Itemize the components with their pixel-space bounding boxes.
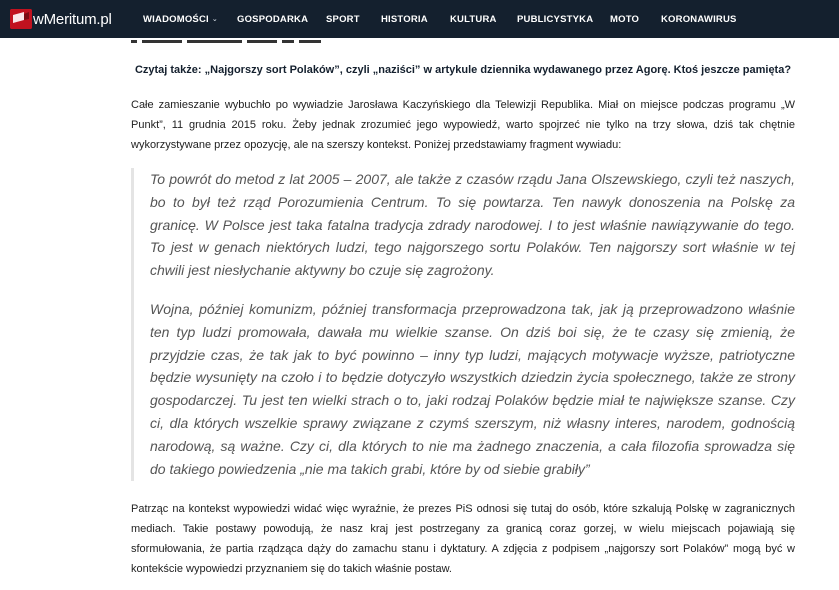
article-paragraph-intro: Całe zamieszanie wybuchło po wywiadzie Jarosława Kaczyńskiego dla Telewizji Republika. Miał on miejsce podczas programu „W Punkt”, 11 grudnia 2015 roku. Żeby jednak zrozumieć jego wypowiedź, warto spojrzeć nie tylko na trzy słowa, dziś tak chętnie wykorzystywane przez opozycję, ale na szerszy kontekst. Poniżej przedstawiamy fragment wywiadu:: [131, 99, 795, 151]
nav-item-label: SPORT: [326, 13, 360, 25]
chevron-down-icon: ⌄: [211, 16, 218, 23]
nav-item-label: KORONAWIRUS: [661, 13, 737, 25]
nav-item-label: GOSPODARKA: [237, 13, 309, 25]
nav-item-gospodarka[interactable]: [237, 14, 326, 25]
nav-item-label: PUBLICYSTYKA: [517, 13, 594, 25]
site-logo[interactable]: [10, 6, 112, 32]
nav-item-label: WIADOMOŚCI: [143, 13, 209, 25]
quote-paragraph-1: To powrót do metod z lat 2005 – 2007, ale także z czasów rządu Jana Olszewskiego, czyli też naszych, bo to był też rząd Porozumienia Centrum. To się powtarza. Ten nawyk donoszenia na Polskę za granicę. W Polsce jest taka fatalna tradycja zdrady narodowej. I to jest właśnie nawiązywanie do tego. To jest w genach niektórych ludzi, tego najgorszego sortu Polaków. Ten najgorszy sort właśnie w tej chwili jest niesłychanie aktywny bo czuje się zagrożony.: [150, 171, 795, 279]
logo-text: wMeritum.pl: [33, 10, 112, 28]
nav-item-label: KULTURA: [450, 13, 497, 25]
interview-blockquote: [131, 168, 795, 481]
nav-item-label: HISTORIA: [381, 13, 428, 25]
nav-item-publicystyka[interactable]: [517, 14, 610, 25]
nav-item-label: MOTO: [610, 13, 640, 25]
nav-item-sport[interactable]: [326, 14, 381, 25]
nav-item-wiadomosci[interactable]: [143, 14, 237, 25]
nav-item-koronawirus[interactable]: [661, 14, 741, 25]
nav-item-moto[interactable]: [610, 14, 661, 25]
clipped-previous-line: [131, 31, 431, 43]
logo-icon: [10, 9, 32, 29]
article-paragraph-conclusion: Patrząc na kontekst wypowiedzi widać więc wyraźnie, że prezes PiS odnosi się tutaj do osób, które szkalują Polskę w zagranicznych mediach. Takie postawy powodują, że nasz kraj jest postrzegany za granicą coraz gorzej, w wielu miejscach pojawiają się sformułowania, że partia rządząca dąży do zamachu stanu i dyktatury. A zdjęcia z podpisem „najgorszy sort Polaków” mogą być w kontekście wypowiedzi przyznaniem się do takich właśnie postaw.: [131, 503, 795, 575]
nav-item-kultura[interactable]: [450, 14, 517, 25]
quote-paragraph-2: Wojna, później komunizm, później transformacja przeprowadzona tak, jak ją przeprowadzono właśnie ten typ ludzi promowała, dawała mu wielkie szanse. On dziś boi się, że te czasy się zmienią, że przyjdzie czas, że tak jak to być powinno – inny typ ludzi, mających motywacje wyższe, patriotyczne będzie wysunięty na czoło i to będzie dotyczyło wszystkich dziedzin życia społecznego, także ze strony gospodarczej. Tu jest ten wielki strach o to, jaki rodzaj Polaków będzie miał te największe szanse. Czy ci, dla których wszelkie sprawy związane z czymś szerszym, niż własny interes, narodem, godnością narodową, są ważne. Czy ci, dla których to nie ma żadnego znaczenia, a cała filozofia sprowadza się do takiego powiedzenia „nie ma takich grabi, które by od siebie grabiły”: [150, 300, 795, 477]
read-also-link[interactable]: Czytaj także: „Najgorszy sort Polaków”, czyli „naziści” w artykule dziennika wydawanego przez Agorę. Ktoś jeszcze pamięta?: [134, 64, 792, 76]
nav-item-historia[interactable]: [381, 14, 450, 25]
